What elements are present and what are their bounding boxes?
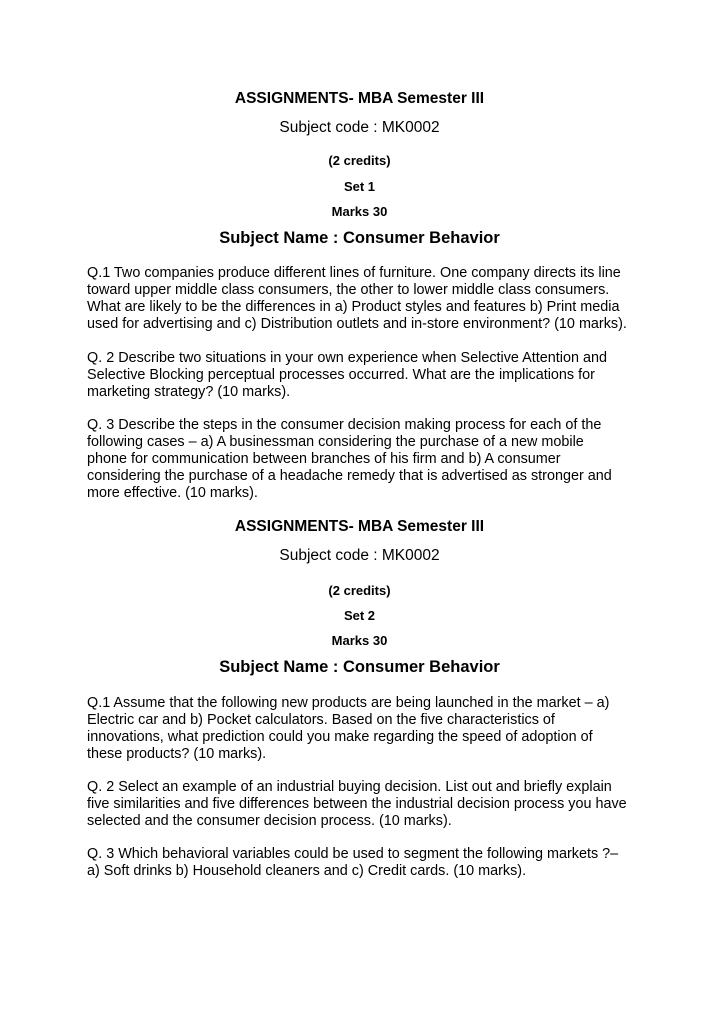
question-line: more effective. (10 marks). <box>87 485 258 501</box>
question-line: Selective Blocking perceptual processes occurred. What are the implications for <box>87 367 595 383</box>
assignment-title: ASSIGNMENTS- MBA Semester III <box>234 518 485 535</box>
set-label: Set 1 <box>343 179 376 194</box>
subject-code: Subject code : MK0002 <box>279 119 440 136</box>
question-line: innovations, what prediction could you make regarding the speed of adoption of <box>87 729 593 745</box>
question-line: Q. 2 Describe two situations in your own experience when Selective Attention and <box>87 350 607 366</box>
question-line: toward upper middle class consumers, the other to lower middle class consumers. <box>87 282 610 298</box>
question-block <box>87 846 687 880</box>
marks-label: Marks 30 <box>331 633 388 648</box>
question-line: following cases – a) A businessman considering the purchase of a new mobile <box>87 434 584 450</box>
credits-label: (2 credits) <box>328 583 391 598</box>
question-block <box>87 417 687 502</box>
set-label: Set 2 <box>343 608 376 623</box>
question-line: Q.1 Assume that the following new products are being launched in the market – a) <box>87 695 610 711</box>
question-block <box>87 695 687 763</box>
question-block <box>87 265 687 333</box>
question-line: Q. 3 Describe the steps in the consumer decision making process for each of the <box>87 417 602 433</box>
question-line: What are likely to be the differences in a) Product styles and features b) Print media <box>87 299 620 315</box>
question-line: Electric car and b) Pocket calculators. Based on the five characteristics of <box>87 712 555 728</box>
question-line: phone for communication between branches of his firm and b) A consumer <box>87 451 561 467</box>
subject-name: Subject Name : Consumer Behavior <box>219 658 500 676</box>
question-line: Q.1 Two companies produce different lines of furniture. One company directs its line <box>87 265 621 281</box>
question-line: selected and the consumer decision process. (10 marks). <box>87 813 452 829</box>
question-block <box>87 350 687 401</box>
subject-name: Subject Name : Consumer Behavior <box>219 229 500 247</box>
question-line: these products? (10 marks). <box>87 746 267 762</box>
question-line: marketing strategy? (10 marks). <box>87 384 291 400</box>
question-line: Q. 3 Which behavioral variables could be used to segment the following markets ?– <box>87 846 619 862</box>
question-line: a) Soft drinks b) Household cleaners and c) Credit cards. (10 marks). <box>87 863 527 879</box>
question-block <box>87 779 687 830</box>
question-line: Q. 2 Select an example of an industrial buying decision. List out and briefly explain <box>87 779 612 795</box>
assignment-title: ASSIGNMENTS- MBA Semester III <box>234 90 485 107</box>
credits-label: (2 credits) <box>328 153 391 168</box>
marks-label: Marks 30 <box>331 204 388 219</box>
question-line: five similarities and five differences between the industrial decision process you have <box>87 796 627 812</box>
question-line: used for advertising and c) Distribution outlets and in-store environment? (10 marks). <box>87 316 627 332</box>
subject-code: Subject code : MK0002 <box>279 547 440 564</box>
question-line: considering the purchase of a headache remedy that is advertised as stronger and <box>87 468 612 484</box>
